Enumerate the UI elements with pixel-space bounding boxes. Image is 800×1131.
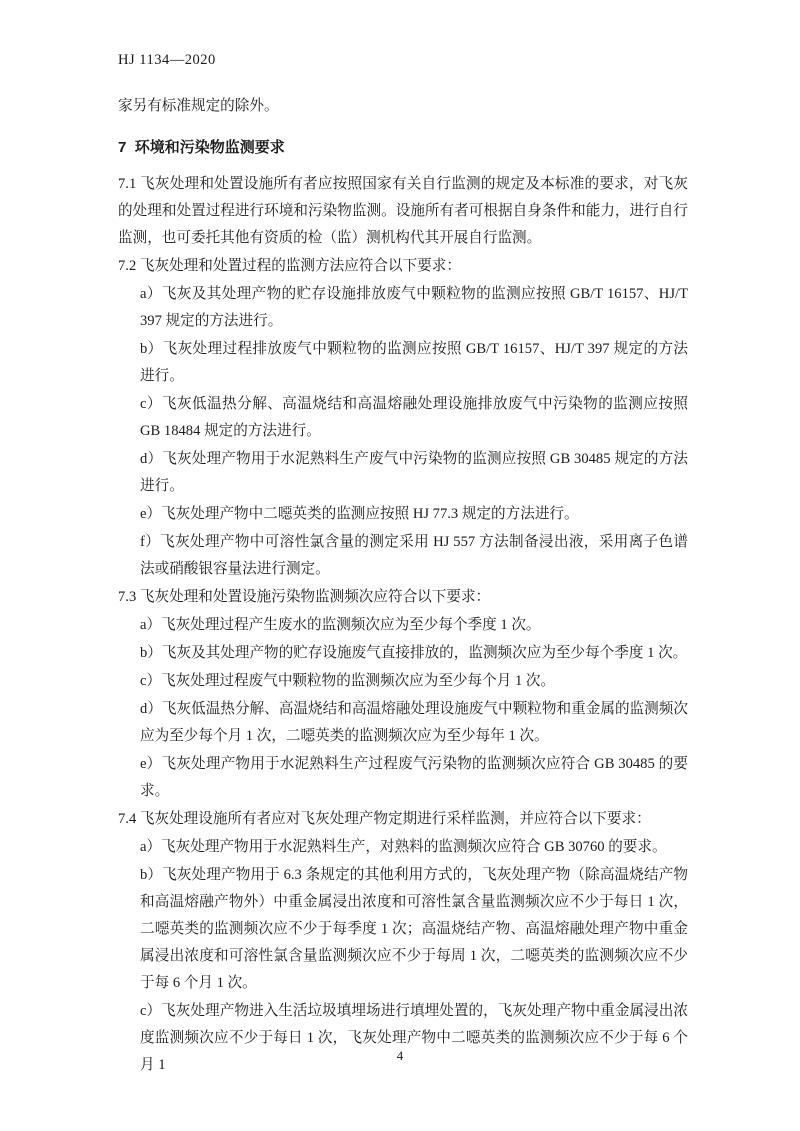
paragraph-7-4: 7.4 飞灰处理设施所有者应对飞灰处理产物定期进行采样监测，并应符合以下要求： <box>118 811 651 827</box>
list-item: b）飞灰处理产物用于 6.3 条规定的其他利用方式的，飞灰处理产物（除高温烧结产物和高温熔融产物外）中重金属浸出浓度和可溶性氯含量监测频次应不少于每日 1 次，二噁英类的监测频次应不少于每季度 1 次；高温烧结产物、高温熔融处理产物中重金属浸出浓度和可溶性氯含量监测频次应不少于每周 1 次，二噁英类的监测频次应不少于每 6 个月 1 次。 <box>140 867 688 991</box>
paragraph-7-1: 7.1 飞灰处理和处置设施所有者应按照国家有关自行监测的规定及本标准的要求，对飞灰的处理和处置过程进行环境和污染物监测。设施所有者可根据自身条件和能力，进行自行监测，也可委托其他有资质的检（监）测机构代其开展自行监测。 <box>118 176 688 246</box>
section-heading <box>118 134 688 161</box>
carryover-line: 家另有标准规定的除外。 <box>118 98 279 114</box>
list-item: c）飞灰处理过程废气中颗粒物的监测频次应为至少每个月 1 次。 <box>140 673 556 689</box>
list-item: a）飞灰处理过程产生废水的监测频次应为至少每个季度 1 次。 <box>140 617 541 633</box>
list-item: d）飞灰处理产物用于水泥熟料生产废气中污染物的监测应按照 GB 30485 规定的方法进行。 <box>140 451 688 494</box>
list-item: a）飞灰及其处理产物的贮存设施排放废气中颗粒物的监测应按照 GB/T 16157、HJ/T 397 规定的方法进行。 <box>140 286 688 329</box>
list-item: b）飞灰及其处理产物的贮存设施废气直接排放的，监测频次应为至少每个季度 1 次。 <box>140 645 688 661</box>
list-item: b）飞灰处理过程排放废气中颗粒物的监测应按照 GB/T 16157、HJ/T 397 规定的方法进行。 <box>140 341 688 384</box>
list-item: a）飞灰处理产物用于水泥熟料生产，对熟料的监测频次应符合 GB 30760 的要求。 <box>140 839 667 855</box>
list-item: d）飞灰低温热分解、高温烧结和高温熔融处理设施废气中颗粒物和重金属的监测频次应为至少每个月 1 次，二噁英类的监测频次应为至少每年 1 次。 <box>140 701 688 744</box>
list-item: c）飞灰处理产物进入生活垃圾填埋场进行填埋处置的，飞灰处理产物中重金属浸出浓度监测频次应不少于每日 1 次，飞灰处理产物中二噁英类的监测频次应不少于每 6 个月 1 <box>140 1003 688 1073</box>
list-item: c）飞灰低温热分解、高温烧结和高温熔融处理设施排放废气中污染物的监测应按照 GB 18484 规定的方法进行。 <box>140 396 688 439</box>
section-title-text: 环境和污染物监测要求 <box>134 139 285 156</box>
paragraph-7-2: 7.2 飞灰处理和处置过程的监测方法应符合以下要求： <box>118 258 461 274</box>
page-content <box>118 52 688 1080</box>
list-item: f）飞灰处理产物中可溶性氯含量的测定采用 HJ 557 方法制备浸出液，采用离子色谱法或硝酸银容量法进行测定。 <box>140 534 688 577</box>
page-number: 4 <box>396 1048 404 1063</box>
paragraph-7-3: 7.3 飞灰处理和处置设施污染物监测频次应符合以下要求： <box>118 589 491 605</box>
list-item: e）飞灰处理产物用于水泥熟料生产过程废气污染物的监测频次应符合 GB 30485 的要求。 <box>140 756 688 799</box>
document-header-id: HJ 1134—2020 <box>118 52 216 68</box>
list-item: e）飞灰处理产物中二噁英类的监测应按照 HJ 77.3 规定的方法进行。 <box>140 506 579 522</box>
section-number: 7 <box>118 139 127 156</box>
